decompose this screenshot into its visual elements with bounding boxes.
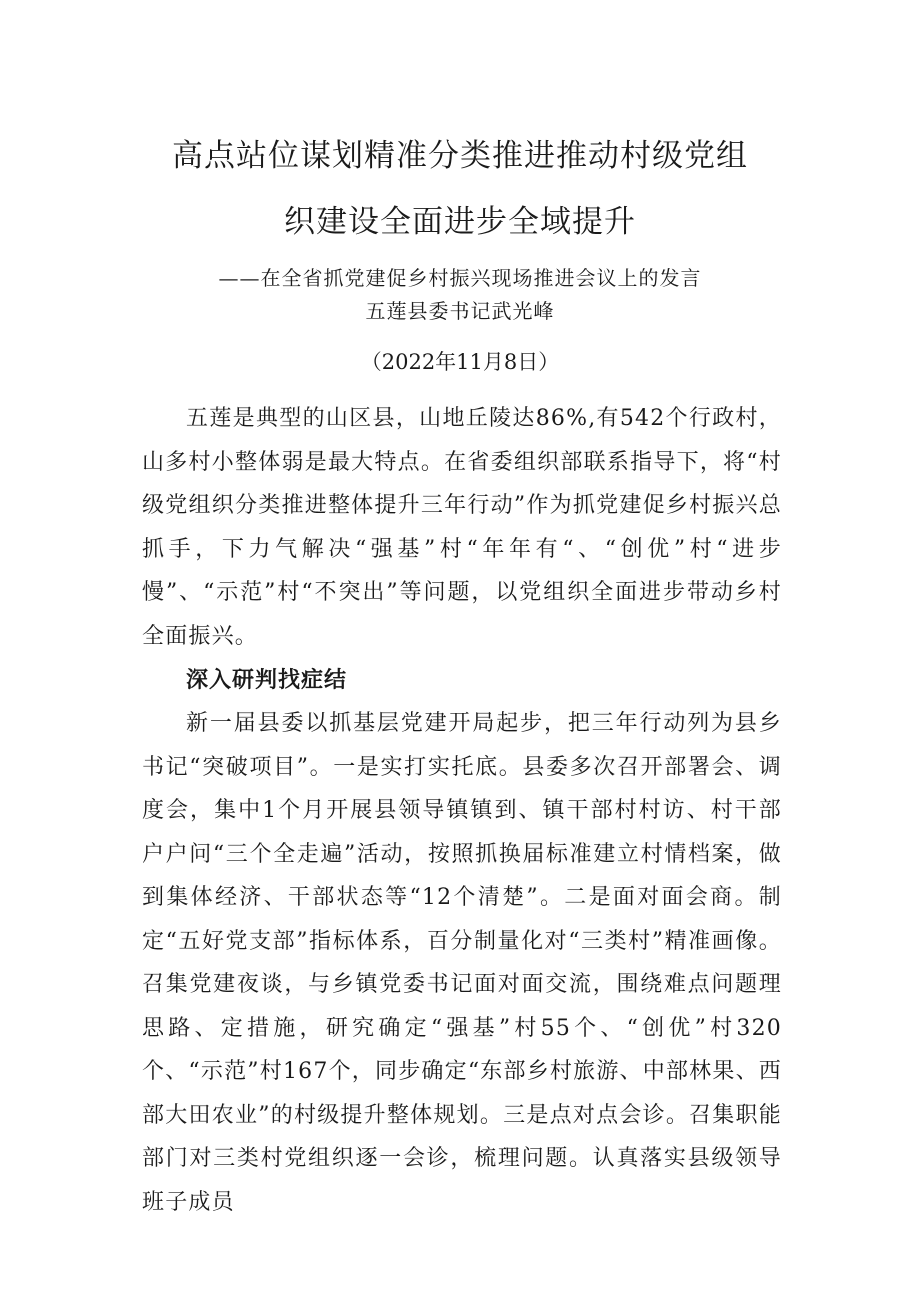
speaker-line: 五莲县委书记武光峰 xyxy=(365,299,555,323)
speech-date: （2022年11月8日） xyxy=(360,350,560,374)
paragraph-body: 新一届县委以抓基层党建开局起步，把三年行动列为县乡书记“突破项目”。一是实打实托底。县委多次召开部署会、调度会，集中1个月开展县领导镇镇到、镇干部村村访、村干部户户问“三个全走遍”活动，按照抓换届标准建立村情档案，做到集体经济、干部状态等“12个清楚”。二是面对面会商。制定“五好党支部”指标体系，百分制量化对“三类村”精准画像。召集党建夜谈，与乡镇党委书记面对面交流，围绕难点问题理思路、定措施，研究确定“强基”村55个、“创优”村320个、“示范”村167个，同步确定“东部乡村旅游、中部林果、西部大田农业”的村级提升整体规划。三是点对点会诊。召集职能部门对三类村党组织逐一会诊，梳理问题。认真落实县级领导班子成员 xyxy=(142,711,782,1215)
title-line-2: 织建设全面进步全域提升 xyxy=(284,204,636,240)
title-line-1: 高点站位谋划精准分类推进推动村级党组 xyxy=(172,138,748,174)
section-heading: 深入研判找症结 xyxy=(186,668,348,693)
subtitle-line-1: ——在全省抓党建促乡村振兴现场推进会议上的发言 xyxy=(218,266,702,290)
paragraph-intro: 五莲是典型的山区县，山地丘陵达86%,有542个行政村，山多村小整体弱是最大特点。在省委组织部联系指导下，将“村级党组织分类推进整体提升三年行动”作为抓党建促乡村振兴总抓手，下力气解决“强基”村“年年有“、“创优”村“进步慢”、“示范”村“不突出”等问题，以党组织全面进步带动乡村全面振兴。 xyxy=(142,406,782,649)
